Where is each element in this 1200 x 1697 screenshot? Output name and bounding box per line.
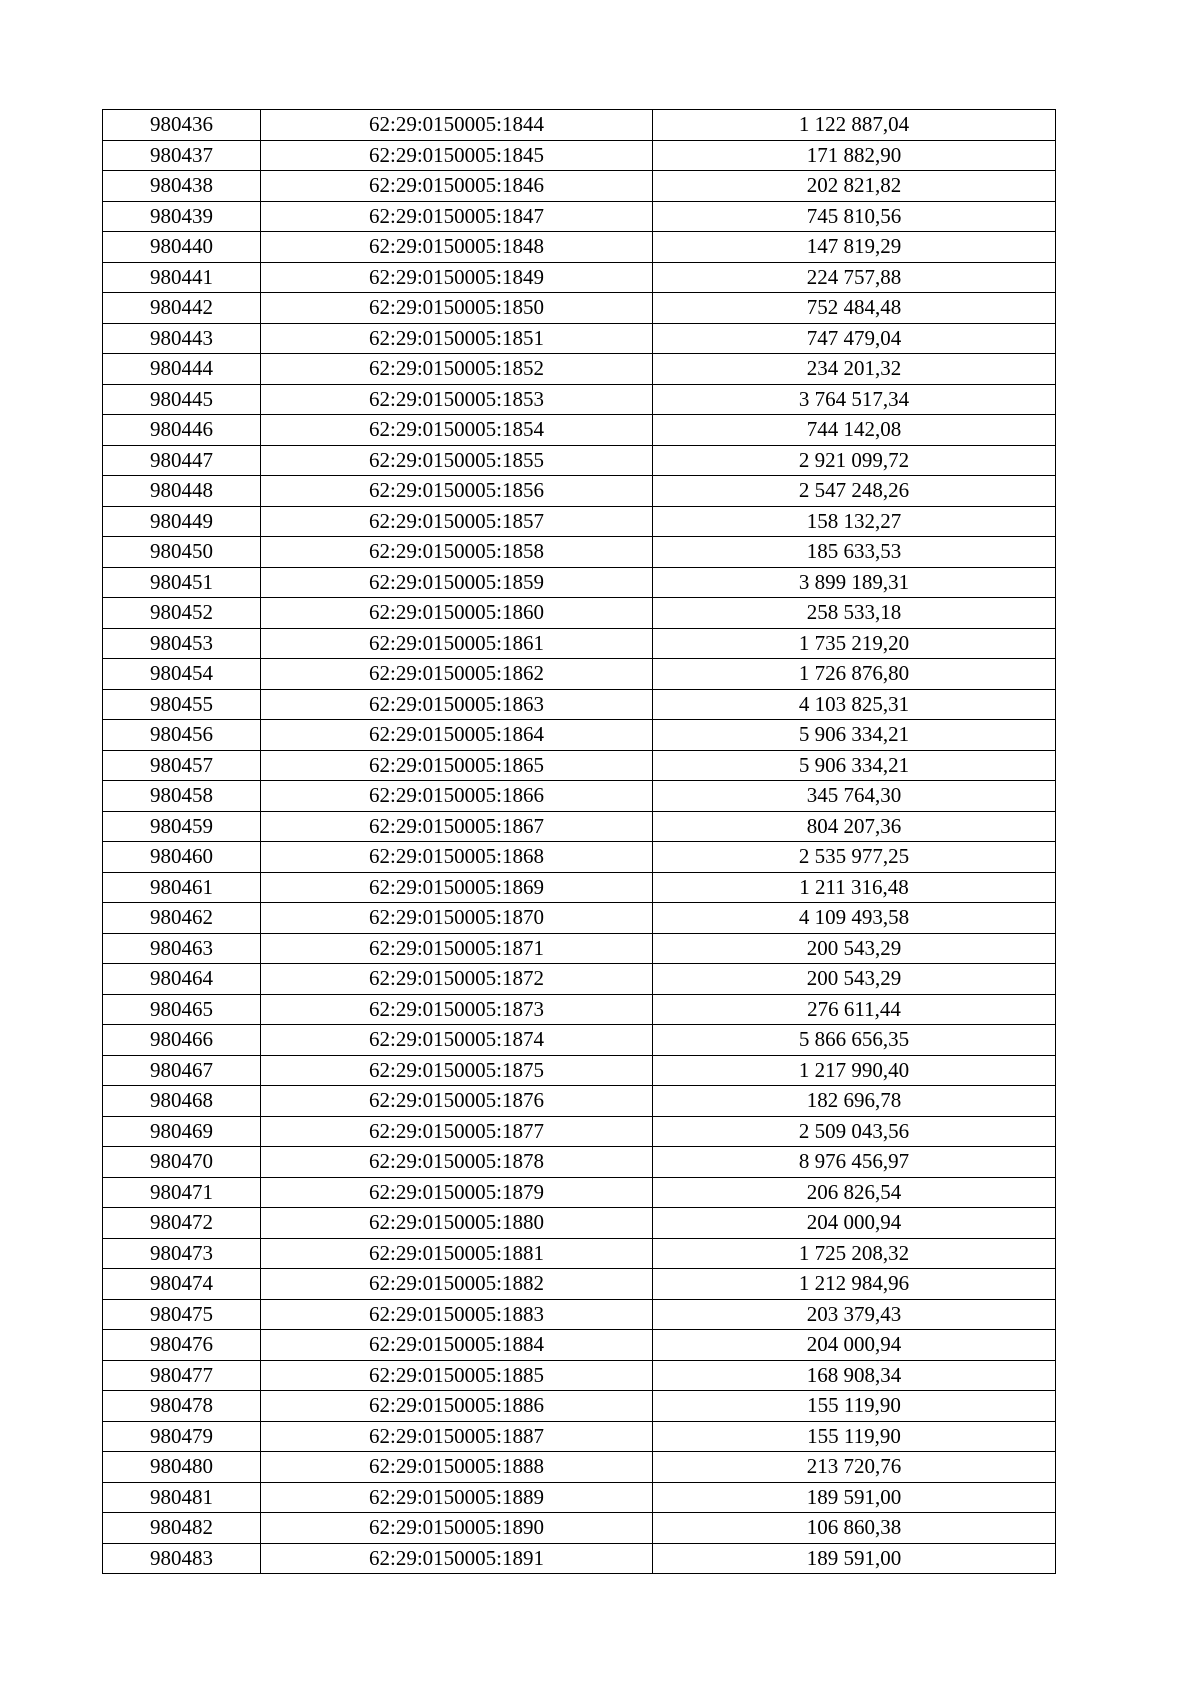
row-number-cell: 980452	[103, 598, 261, 629]
cadastral-number-cell: 62:29:0150005:1874	[261, 1025, 653, 1056]
cadastral-number-cell: 62:29:0150005:1855	[261, 445, 653, 476]
cadastral-value-cell: 200 543,29	[653, 933, 1056, 964]
table-row	[103, 384, 1056, 415]
cadastral-number-cell: 62:29:0150005:1883	[261, 1299, 653, 1330]
cadastral-value-cell: 8 976 456,97	[653, 1147, 1056, 1178]
row-number-cell: 980471	[103, 1177, 261, 1208]
row-number-cell: 980456	[103, 720, 261, 751]
cadastral-value-cell: 804 207,36	[653, 811, 1056, 842]
cadastral-value-cell: 204 000,94	[653, 1208, 1056, 1239]
cadastral-number-cell: 62:29:0150005:1849	[261, 262, 653, 293]
cadastral-number-cell: 62:29:0150005:1844	[261, 110, 653, 141]
cadastral-value-cell: 185 633,53	[653, 537, 1056, 568]
table-row	[103, 811, 1056, 842]
cadastral-number-cell: 62:29:0150005:1888	[261, 1452, 653, 1483]
cadastral-value-cell: 2 921 099,72	[653, 445, 1056, 476]
table-row	[103, 1421, 1056, 1452]
table-row	[103, 110, 1056, 141]
cadastral-value-cell: 202 821,82	[653, 171, 1056, 202]
row-number-cell: 980479	[103, 1421, 261, 1452]
table-row	[103, 689, 1056, 720]
row-number-cell: 980455	[103, 689, 261, 720]
row-number-cell: 980477	[103, 1360, 261, 1391]
cadastral-number-cell: 62:29:0150005:1854	[261, 415, 653, 446]
cadastral-number-cell: 62:29:0150005:1880	[261, 1208, 653, 1239]
row-number-cell: 980449	[103, 506, 261, 537]
row-number-cell: 980436	[103, 110, 261, 141]
cadastral-number-cell: 62:29:0150005:1869	[261, 872, 653, 903]
cadastral-value-cell: 258 533,18	[653, 598, 1056, 629]
cadastral-value-cell: 345 764,30	[653, 781, 1056, 812]
table-row	[103, 903, 1056, 934]
cadastral-value-cell: 5 906 334,21	[653, 750, 1056, 781]
cadastral-value-cell: 1 122 887,04	[653, 110, 1056, 141]
table-row	[103, 720, 1056, 751]
table-row	[103, 1452, 1056, 1483]
cadastral-number-cell: 62:29:0150005:1887	[261, 1421, 653, 1452]
cadastral-value-cell: 147 819,29	[653, 232, 1056, 263]
cadastral-value-cell: 171 882,90	[653, 140, 1056, 171]
cadastral-value-cell: 5 866 656,35	[653, 1025, 1056, 1056]
cadastral-value-cell: 744 142,08	[653, 415, 1056, 446]
row-number-cell: 980467	[103, 1055, 261, 1086]
table-row	[103, 1543, 1056, 1574]
cadastral-value-cell: 189 591,00	[653, 1543, 1056, 1574]
cadastral-value-cell: 155 119,90	[653, 1421, 1056, 1452]
cadastral-number-cell: 62:29:0150005:1882	[261, 1269, 653, 1300]
cadastral-number-cell: 62:29:0150005:1867	[261, 811, 653, 842]
table-row	[103, 964, 1056, 995]
cadastral-value-cell: 4 109 493,58	[653, 903, 1056, 934]
cadastral-number-cell: 62:29:0150005:1862	[261, 659, 653, 690]
table-row	[103, 201, 1056, 232]
row-number-cell: 980463	[103, 933, 261, 964]
cadastral-number-cell: 62:29:0150005:1872	[261, 964, 653, 995]
cadastral-number-cell: 62:29:0150005:1859	[261, 567, 653, 598]
table-row	[103, 1147, 1056, 1178]
cadastral-number-cell: 62:29:0150005:1845	[261, 140, 653, 171]
row-number-cell: 980450	[103, 537, 261, 568]
row-number-cell: 980458	[103, 781, 261, 812]
row-number-cell: 980482	[103, 1513, 261, 1544]
cadastral-value-cell: 745 810,56	[653, 201, 1056, 232]
cadastral-value-cell: 3 899 189,31	[653, 567, 1056, 598]
row-number-cell: 980480	[103, 1452, 261, 1483]
row-number-cell: 980443	[103, 323, 261, 354]
row-number-cell: 980448	[103, 476, 261, 507]
cadastral-number-cell: 62:29:0150005:1848	[261, 232, 653, 263]
cadastral-number-cell: 62:29:0150005:1877	[261, 1116, 653, 1147]
table-row	[103, 323, 1056, 354]
cadastral-value-cell: 206 826,54	[653, 1177, 1056, 1208]
table-row	[103, 1299, 1056, 1330]
row-number-cell: 980438	[103, 171, 261, 202]
cadastral-number-cell: 62:29:0150005:1865	[261, 750, 653, 781]
cadastral-number-cell: 62:29:0150005:1884	[261, 1330, 653, 1361]
table-row	[103, 628, 1056, 659]
cadastral-value-cell: 1 725 208,32	[653, 1238, 1056, 1269]
cadastral-number-cell: 62:29:0150005:1873	[261, 994, 653, 1025]
row-number-cell: 980472	[103, 1208, 261, 1239]
cadastral-number-cell: 62:29:0150005:1852	[261, 354, 653, 385]
cadastral-value-cell: 4 103 825,31	[653, 689, 1056, 720]
table-row	[103, 1513, 1056, 1544]
cadastral-value-cell: 752 484,48	[653, 293, 1056, 324]
cadastral-value-cell: 155 119,90	[653, 1391, 1056, 1422]
row-number-cell: 980459	[103, 811, 261, 842]
cadastral-value-cell: 203 379,43	[653, 1299, 1056, 1330]
cadastral-value-cell: 276 611,44	[653, 994, 1056, 1025]
table-row	[103, 933, 1056, 964]
cadastral-number-cell: 62:29:0150005:1875	[261, 1055, 653, 1086]
row-number-cell: 980470	[103, 1147, 261, 1178]
table-row	[103, 354, 1056, 385]
row-number-cell: 980464	[103, 964, 261, 995]
table-row	[103, 750, 1056, 781]
row-number-cell: 980441	[103, 262, 261, 293]
table-row	[103, 506, 1056, 537]
cadastral-number-cell: 62:29:0150005:1871	[261, 933, 653, 964]
table-row	[103, 1360, 1056, 1391]
table-row	[103, 1208, 1056, 1239]
cadastral-number-cell: 62:29:0150005:1886	[261, 1391, 653, 1422]
row-number-cell: 980469	[103, 1116, 261, 1147]
table-row	[103, 140, 1056, 171]
cadastral-value-cell: 106 860,38	[653, 1513, 1056, 1544]
table-row	[103, 598, 1056, 629]
cadastral-value-cell: 2 509 043,56	[653, 1116, 1056, 1147]
cadastral-value-cell: 204 000,94	[653, 1330, 1056, 1361]
table-row	[103, 232, 1056, 263]
table-row	[103, 1482, 1056, 1513]
cadastral-number-cell: 62:29:0150005:1876	[261, 1086, 653, 1117]
table-row	[103, 1025, 1056, 1056]
table-row	[103, 1391, 1056, 1422]
row-number-cell: 980462	[103, 903, 261, 934]
cadastral-value-cell: 3 764 517,34	[653, 384, 1056, 415]
row-number-cell: 980465	[103, 994, 261, 1025]
table-row	[103, 567, 1056, 598]
cadastral-value-cell: 1 735 219,20	[653, 628, 1056, 659]
row-number-cell: 980466	[103, 1025, 261, 1056]
cadastral-number-cell: 62:29:0150005:1870	[261, 903, 653, 934]
table-row	[103, 415, 1056, 446]
row-number-cell: 980476	[103, 1330, 261, 1361]
table-row	[103, 537, 1056, 568]
table-body	[103, 110, 1056, 1574]
cadastral-value-cell: 224 757,88	[653, 262, 1056, 293]
cadastral-number-cell: 62:29:0150005:1850	[261, 293, 653, 324]
cadastral-number-cell: 62:29:0150005:1891	[261, 1543, 653, 1574]
cadastral-number-cell: 62:29:0150005:1856	[261, 476, 653, 507]
cadastral-number-cell: 62:29:0150005:1890	[261, 1513, 653, 1544]
table-row	[103, 872, 1056, 903]
row-number-cell: 980437	[103, 140, 261, 171]
table-row	[103, 781, 1056, 812]
cadastral-value-cell: 200 543,29	[653, 964, 1056, 995]
row-number-cell: 980468	[103, 1086, 261, 1117]
table-row	[103, 1330, 1056, 1361]
row-number-cell: 980444	[103, 354, 261, 385]
cadastral-number-cell: 62:29:0150005:1878	[261, 1147, 653, 1178]
row-number-cell: 980481	[103, 1482, 261, 1513]
cadastral-number-cell: 62:29:0150005:1846	[261, 171, 653, 202]
row-number-cell: 980447	[103, 445, 261, 476]
row-number-cell: 980445	[103, 384, 261, 415]
table-row	[103, 476, 1056, 507]
table-row	[103, 1238, 1056, 1269]
cadastral-number-cell: 62:29:0150005:1866	[261, 781, 653, 812]
cadastral-value-cell: 189 591,00	[653, 1482, 1056, 1513]
row-number-cell: 980439	[103, 201, 261, 232]
row-number-cell: 980475	[103, 1299, 261, 1330]
cadastral-number-cell: 62:29:0150005:1858	[261, 537, 653, 568]
table-row	[103, 262, 1056, 293]
table-row	[103, 1177, 1056, 1208]
cadastral-value-cell: 5 906 334,21	[653, 720, 1056, 751]
row-number-cell: 980446	[103, 415, 261, 446]
row-number-cell: 980483	[103, 1543, 261, 1574]
table-row	[103, 171, 1056, 202]
cadastral-number-cell: 62:29:0150005:1881	[261, 1238, 653, 1269]
cadastral-number-cell: 62:29:0150005:1857	[261, 506, 653, 537]
table-row	[103, 994, 1056, 1025]
row-number-cell: 980473	[103, 1238, 261, 1269]
cadastral-number-cell: 62:29:0150005:1851	[261, 323, 653, 354]
cadastral-value-cell: 234 201,32	[653, 354, 1056, 385]
cadastral-value-table	[102, 109, 1056, 1574]
row-number-cell: 980461	[103, 872, 261, 903]
cadastral-value-cell: 1 217 990,40	[653, 1055, 1056, 1086]
row-number-cell: 980451	[103, 567, 261, 598]
cadastral-value-cell: 1 726 876,80	[653, 659, 1056, 690]
cadastral-number-cell: 62:29:0150005:1868	[261, 842, 653, 873]
row-number-cell: 980453	[103, 628, 261, 659]
cadastral-value-cell: 168 908,34	[653, 1360, 1056, 1391]
row-number-cell: 980442	[103, 293, 261, 324]
row-number-cell: 980454	[103, 659, 261, 690]
cadastral-number-cell: 62:29:0150005:1847	[261, 201, 653, 232]
row-number-cell: 980460	[103, 842, 261, 873]
cadastral-number-cell: 62:29:0150005:1889	[261, 1482, 653, 1513]
cadastral-value-cell: 2 547 248,26	[653, 476, 1056, 507]
cadastral-number-cell: 62:29:0150005:1860	[261, 598, 653, 629]
table-row	[103, 1269, 1056, 1300]
table-row	[103, 445, 1056, 476]
row-number-cell: 980478	[103, 1391, 261, 1422]
table-row	[103, 293, 1056, 324]
table-row	[103, 1086, 1056, 1117]
cadastral-value-cell: 182 696,78	[653, 1086, 1056, 1117]
cadastral-number-cell: 62:29:0150005:1879	[261, 1177, 653, 1208]
cadastral-number-cell: 62:29:0150005:1853	[261, 384, 653, 415]
cadastral-number-cell: 62:29:0150005:1861	[261, 628, 653, 659]
cadastral-number-cell: 62:29:0150005:1864	[261, 720, 653, 751]
table-row	[103, 1116, 1056, 1147]
table-row	[103, 842, 1056, 873]
cadastral-value-cell: 747 479,04	[653, 323, 1056, 354]
cadastral-value-cell: 213 720,76	[653, 1452, 1056, 1483]
cadastral-value-cell: 2 535 977,25	[653, 842, 1056, 873]
row-number-cell: 980440	[103, 232, 261, 263]
table-row	[103, 1055, 1056, 1086]
table-row	[103, 659, 1056, 690]
cadastral-value-cell: 1 211 316,48	[653, 872, 1056, 903]
cadastral-number-cell: 62:29:0150005:1863	[261, 689, 653, 720]
row-number-cell: 980457	[103, 750, 261, 781]
row-number-cell: 980474	[103, 1269, 261, 1300]
cadastral-value-cell: 1 212 984,96	[653, 1269, 1056, 1300]
cadastral-value-cell: 158 132,27	[653, 506, 1056, 537]
cadastral-number-cell: 62:29:0150005:1885	[261, 1360, 653, 1391]
